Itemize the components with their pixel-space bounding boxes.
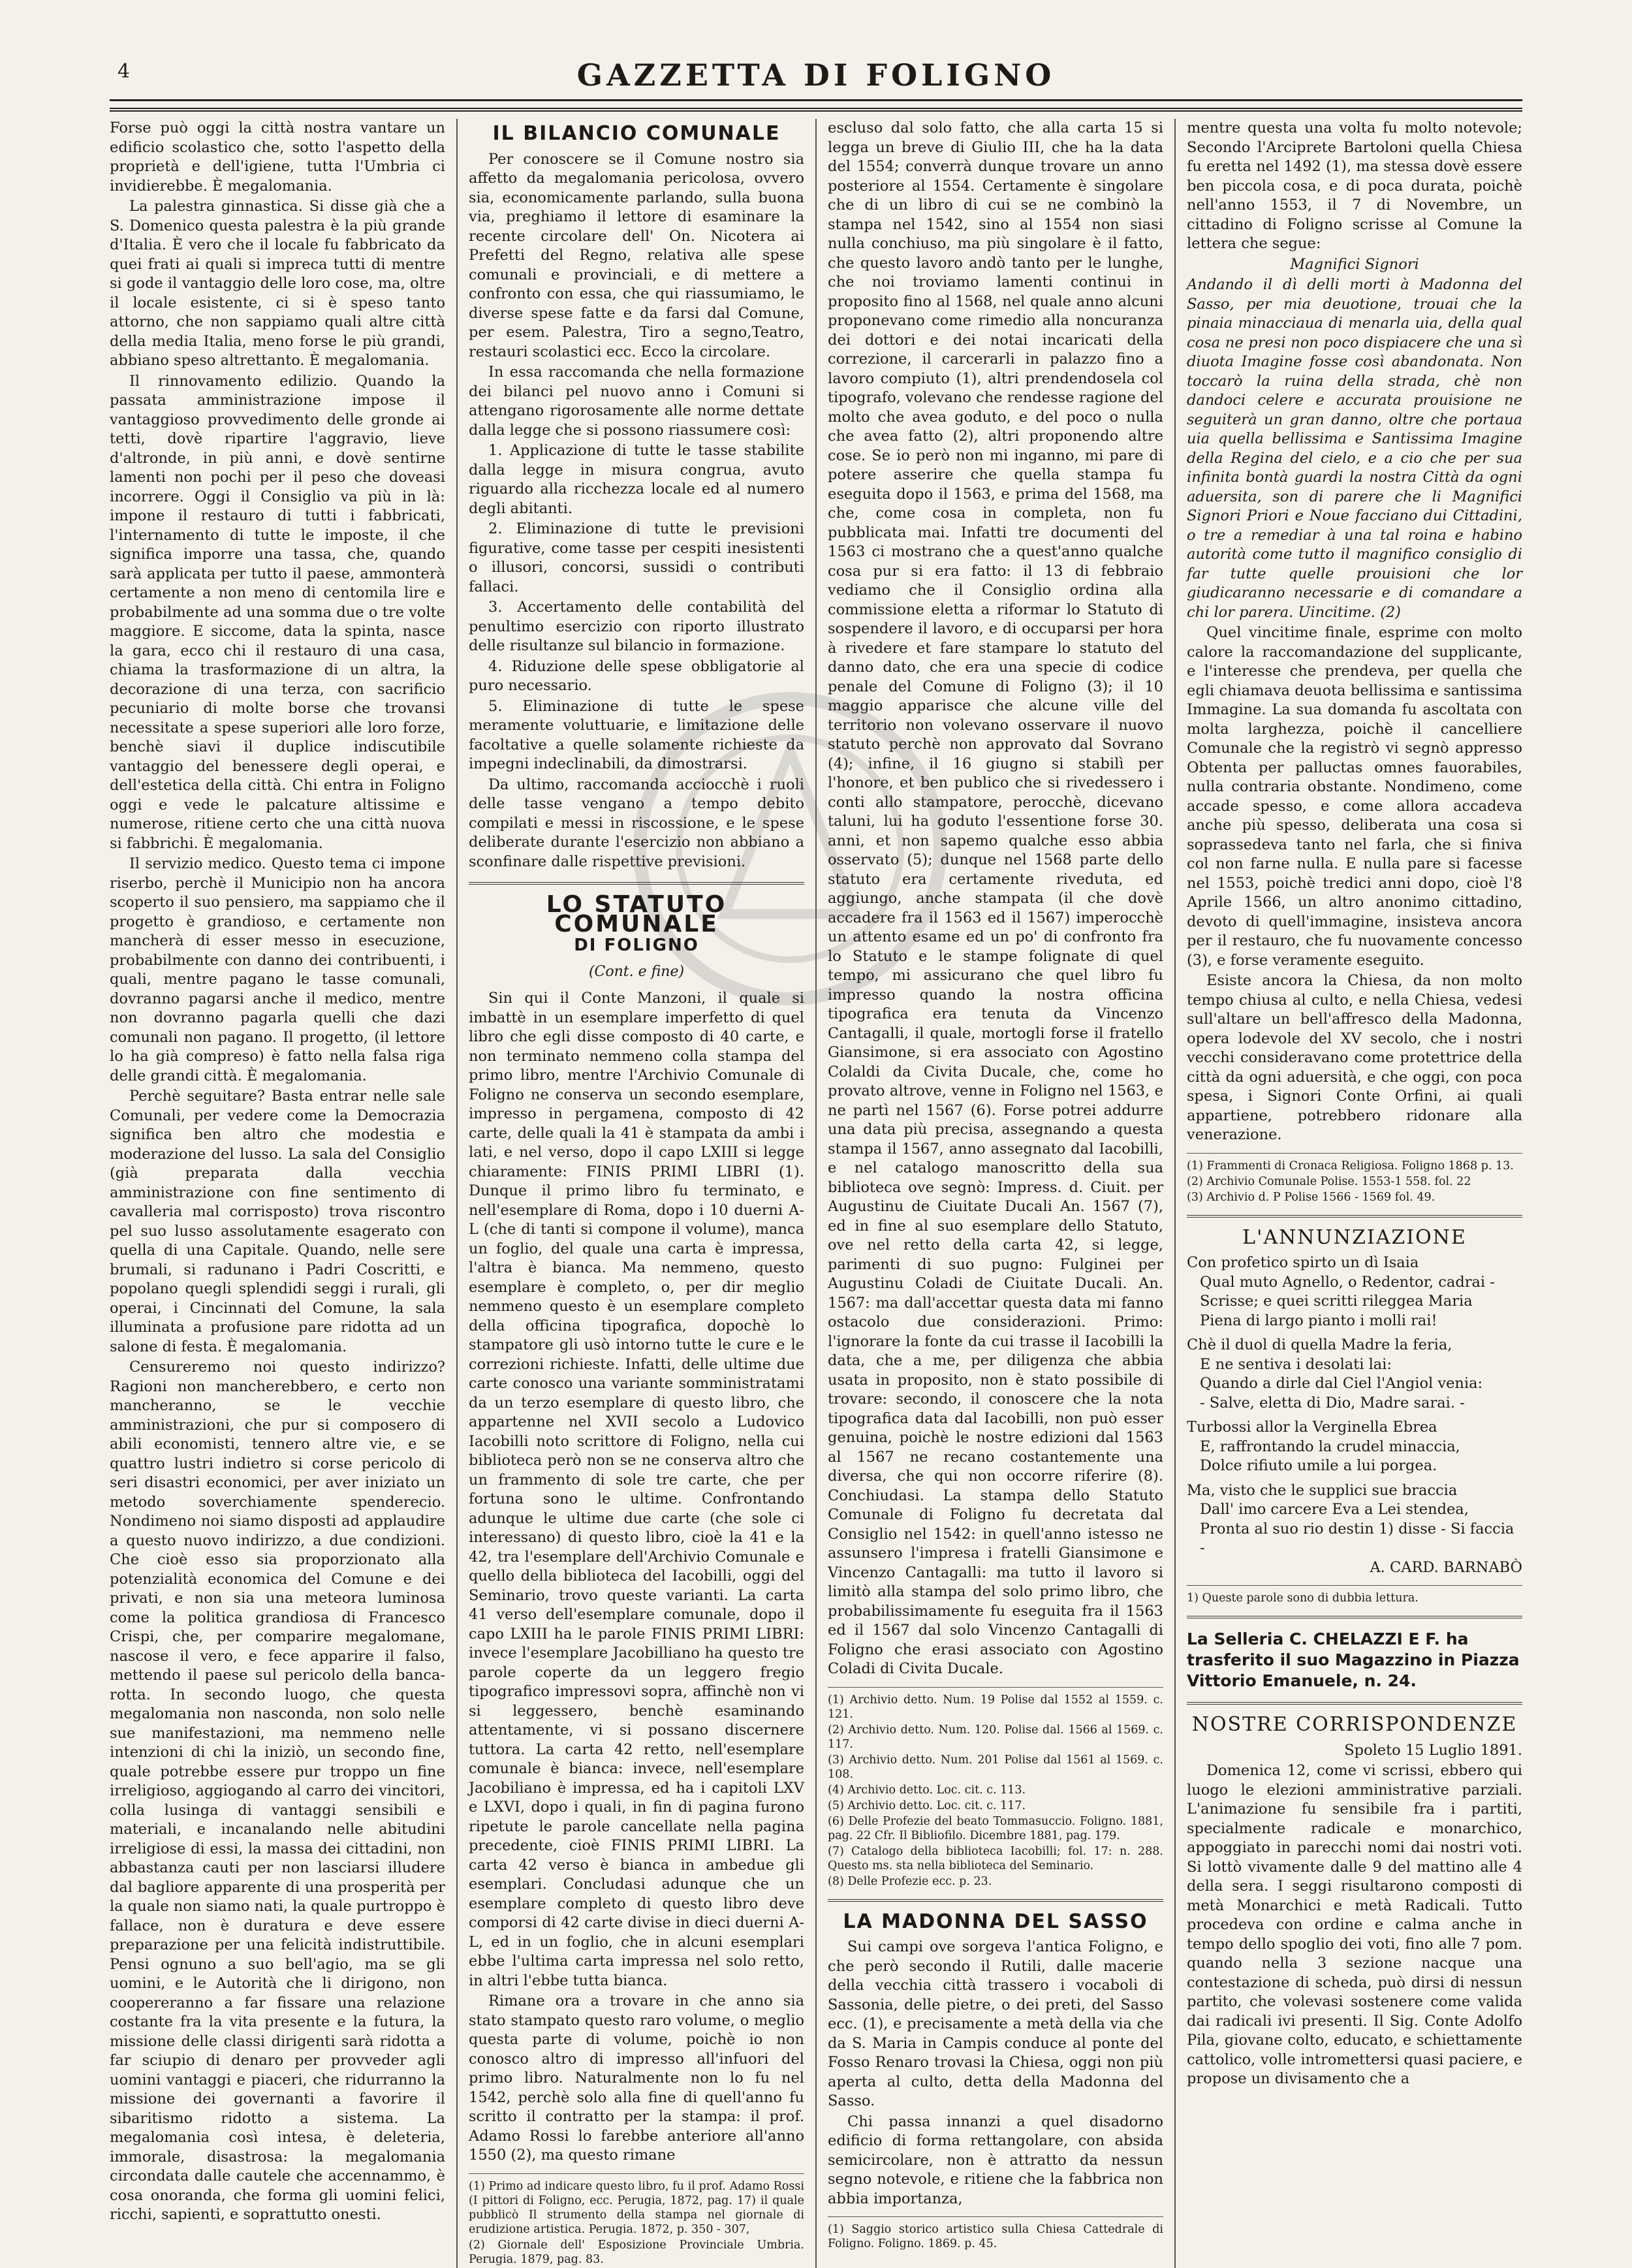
list-item: 2. Eliminazione di tutte le previsioni figurative, come tasse per cespiti inesistenti o illusori, concorsi, sussidi o contributi fallaci. — [469, 520, 804, 595]
poem-line: Qual muto Agnello, o Redentor, cadrai - — [1200, 1273, 1495, 1291]
poem-line: Dolce rifiuto umile a lui porgea. — [1200, 1457, 1437, 1474]
section-subtitle-statuto: DI FOLIGNO — [574, 936, 699, 955]
section-divider — [469, 882, 804, 885]
footnote: (8) Delle Profezie ecc. p. 23. — [828, 1874, 992, 1888]
paragraph: Il servizio medico. Questo tema ci impone riserbo, perchè il Municipio non ha ancora scoperto il suo pensiero, ma sappiamo che il progetto è grandioso, e certamente non mancherà di esser messo in esecuzione, probabilmente con danno dei contribuenti, i quali, mentre pagano le tasse comunali, dovranno pagarsi anche il medico, mentre non dovranno pagarla quelli che dazi comunali non pagano. Il progetto, (il lettore lo ha già compreso) è fatto nella falsa riga delle grandi città. È megalomania. — [110, 855, 445, 1084]
footnote: (7) Catalogo della biblioteca Iacobilli; fol. 17: n. 288. Questo ms. sta nella biblioteca del Seminario. — [828, 1844, 1163, 1872]
paragraph: Sui campi ove sorgeva l'antica Foligno, e che però secondo il Rutili, dalle macerie della vecchia città trassero i vocaboli di Sassonia, delle pietre, o dei preti, del Sasso ecc. (1), e precisamente a metà della via che da S. Maria in Campis conduce al ponte del Fosso Renaro trovasi la Chiesa, oggi non più aperta al culto, detta della Madonna del Sasso. — [828, 1938, 1163, 2109]
section-title-annunziazione: L'ANNUNZIAZIONE — [1242, 1225, 1467, 1249]
column-1 — [110, 119, 445, 2268]
list-item: 4. Riduzione delle spese obbligatorie al puro necessario. — [469, 657, 804, 694]
paragraph: Perchè seguitare? Basta entrar nelle sale Comunali, per vedere come la Democrazia significa ben altro che modestia e moderazione del lusso. La sala del Consiglio (già preparata dalla vecchia amministrazione con fine sentimento di cavalleria mal corrisposto) trova riscontro pel suo lusso assolutamente esagerato con quella di una Capitale. Quando, nelle sere brumali, si radunano i Padri Coscritti, e popolano quegli splendidi seggi i rurali, gli operai, i Cincinnati del Comune, la sala illuminata a profusione pare ridotta ad un salone di festa. È megalomania. — [110, 1088, 445, 1355]
list-item: 5. Eliminazione di tutte le spese meramente voluttuarie, e limitazione delle facoltative a quelle solamente richieste da impegni indeclinabili, da dimostrarsi. — [469, 697, 804, 772]
poem — [1187, 1253, 1522, 1558]
column-4 — [1187, 119, 1522, 2268]
section-title-statuto: LO STATUTO COMUNALE — [546, 891, 727, 937]
paragraph: Da ultimo, raccomanda acciocchè i ruoli delle tasse vengano a tempo debito compilati e messi in riscossione, e le spese deliberate durante l'esercizio non abbiano a sconfinare dalle rispettive previsioni. — [469, 776, 804, 870]
section-divider — [828, 1899, 1163, 1902]
footnote: (2) Giornale dell' Esposizione Provinciale Umbria. Perugia. 1879, pag. 83. — [469, 2238, 804, 2266]
masthead-rule — [110, 99, 1522, 112]
footnotes — [828, 2216, 1163, 2251]
footnote: (4) Archivio detto. Loc. cit. c. 113. — [828, 1783, 1026, 1797]
list-item: 3. Accertamento delle contabilità del penultimo esercizio con riporto illustrato delle risultanze sul bilancio in formazione. — [469, 599, 804, 654]
footnote: (1) Saggio storico artistico sulla Chiesa Cattedrale di Foligno. Foligno. 1869. p. 45. — [828, 2223, 1163, 2250]
poem-line: Pronta al suo rio destin 1) disse - Si faccia - — [1200, 1520, 1514, 1556]
paragraph: Per conoscere se il Comune nostro sia affetto da megalomania pericolosa, ovvero sia, economicamente parlando, sulla buona via, preghiamo il lettore di esaminare la recente circolare dell' On. Nicotera ai Prefetti del Regno, relativa alle spese comunali e provinciali, e di mettere a confronto con essa, che qui riassumiamo, le diverse spese fatte e da farsi dal Comune, per esem. Palestra, Tiro a segno,Teatro, restauri scolastici ecc. Ecco la circolare. — [469, 150, 804, 360]
footnotes — [1187, 1585, 1522, 1605]
article-columns — [110, 119, 1522, 2266]
section-divider — [1187, 1616, 1522, 1618]
paragraph: Forse può oggi la città nostra vantare un edificio scolastico che, sotto l'aspetto della proprietà e dell'igiene, tutta l'Umbria ci invidierebbe. È megalomania. — [110, 119, 445, 195]
section-title-madonna: LA MADONNA DEL SASSO — [843, 1910, 1148, 1933]
footnote: (6) Delle Profezie del beato Tommasuccio. Foligno. 1881, pag. 22 Cfr. Il Bibliofilo. Dicembre 1881, pag. 179. — [828, 1814, 1163, 1842]
letter-salutation: Magnifici Signori — [1290, 255, 1419, 273]
paragraph: In essa raccomanda che nella formazione dei bilanci pel nuovo anno i Comuni si attengano rigorosamente alle norme dettate dalla legge che si possono riassumere così: — [469, 364, 804, 439]
paragraph: Sin qui il Conte Manzoni, il quale si imbattè in un esemplare imperfetto di quel libro che egli disse composto di 40 carte, e non terminato nemmeno colla stampa del primo libro, mentre l'Archivio Comunale di Foligno ne conserva un secondo esemplare, impresso in pergamena, composto di 42 carte, delle quali la 41 è stampata da ambi i lati, e nel verso, dopo il capo LXIII si legge chiaramente: FINIS PRIMI LIBRI (1). Dunque il primo libro fu terminato, e nell'esemplare di Roma, dopo i 10 duerni A-L (che di tanti si compone il volume), manca un foglio, del quale una carta è impressa, l'altra è bianca. Ma nemmeno, questo esemplare è completo, o, per dir meglio nemmeno questo è un esemplare completo della officina tipografica, dopochè lo stampatore gli usò intorno tutte le cure e le correzioni richieste. Infatti, delle ultime due carte conosco una variante somministratami da un terzo esemplare di questo libro, che appartenne nel XVII secolo a Ludovico Iacobilli noto scrittore di Foligno, nella cui biblioteca però non se ne conserva altro che un frammento di sole tre carte, che per fortuna sono le ultime. Confrontando adunque le ultime due carte (che sole ci interessano) di questo libro, cioè la 41 e la 42, tra l'esemplare dell'Archivio Comunale e quello della biblioteca del Iacobilli, oggi del Seminario, trovo queste varianti. La carta 41 verso dell'esemplare comunale, dopo il capo LXIII ha le parole FINIS PRIMI LIBRI: invece l'esemplare Jacobilliano ha questo tre parole coperte da un leggero fregio tipografico impressovi sopra, affinchè non vi si leggessero, benchè esaminando attentamente, vi si possano discernere tuttora. La carta 42 retto, nell'esemplare comunale è bianca: invece, nell'esemplare Jacobiliano è impressa, ed ha i capitoli LXV e LXVI, dopo i quali, in fin di pagina furono ripetute le parole cancellate nella pagina precedente, cioè FINIS PRIMI LIBRI. La carta 42 verso è bianca in ambedue gli esemplari. Concludasi adunque che un esemplare completo di questo libro deve comporsi di 42 carte divise in dieci duerni A-L, ed in un foglio, che in alcuni esemplari ebbe l'ultima carta impressa nel solo retto, in altri l'ebbe tutta bianca. — [469, 990, 804, 1989]
continuation-note: (Cont. e fine) — [588, 963, 685, 980]
column-3 — [828, 119, 1163, 2268]
footnote: (1) Primo ad indicare questo libro, fu il prof. Adamo Rossi (I pittori di Foligno, ecc. Perugia, 1872, pag. 17) il quale pubblicò Il strumento della stampa nel giornale di erudizione artistica. Perugia. 1872, p. 350 - 307, — [469, 2179, 804, 2236]
dateline: Spoleto 15 Luglio 1891. — [1344, 1741, 1522, 1759]
footnotes — [469, 2173, 804, 2267]
poem-line: Quando a dirle dal Ciel l'Angiol venia: — [1200, 1375, 1483, 1392]
poem-line: Scrisse; e quei scritti rileggea Maria — [1200, 1293, 1473, 1310]
section-divider — [1187, 1702, 1522, 1705]
footnote: (3) Archivio detto. Num. 201 Polise dal 1561 al 1569. c. 108. — [828, 1753, 1163, 1781]
paragraph: Chi passa innanzi a quel disadorno edificio di forma rettangolare, con absida semicircolare, non è attratto da nessun segno notevole, e ritiene che la fabbrica non abbia importanza, — [828, 2113, 1163, 2207]
page-number: 4 — [118, 60, 131, 83]
poem-line: Piena di largo pianto i molli rai! — [1200, 1312, 1437, 1329]
footnote: (5) Archivio detto. Loc. cit. c. 117. — [828, 1799, 1026, 1812]
masthead: GAZZETTA DI FOLIGNO — [576, 57, 1056, 93]
footnote: (2) Archivio detto. Num. 120. Polise dal. 1566 al 1569. c. 117. — [828, 1723, 1163, 1751]
poem-line: - Salve, eletta di Dio, Madre sarai. - — [1200, 1394, 1465, 1411]
paragraph: Rimane ora a trovare in che anno sia stato stampato questo raro volume, o meglio questa parte di volume, poichè io non conosco altro di impresso all'infuori del primo libro. Naturalmente non lo fu nel 1542, perchè solo alla fine di quell'anno fu scritto il contratto per la stampa: il prof. Adamo Rossi lo farebbe anteriore all'anno 1550 (2), ma questo rimane — [469, 1992, 804, 2164]
footnote: 1) Queste parole sono di dubbia lettura. — [1187, 1592, 1419, 1605]
poem-line: Con profetico spirto un dì Isaia — [1187, 1254, 1419, 1271]
section-title-bilancio: IL BILANCIO COMUNALE — [492, 122, 781, 145]
paragraph: Quel vincitime finale, esprime con molto calore la raccomandazione del supplicante, e l'interesse che prendeva, per quella che egli chiamava deuota bellissima e santissima Immagine. La sua domanda fu ascoltata con molta larghezza, poichè il cancelliere Comunale che la registrò vi segnò appresso Obtenta per palluctas omnes fauorabiles, nulla contraria obstante. Nondimeno, come accade spesso, e come allora accadeva anche più spesso, deliberata una cosa si soprassedeva tanto nel farla, che si finiva col non farne nulla. E nulla pare si facesse nel 1553, poichè tredici anni dopo, cioè l'8 Aprile 1566, un altro anonimo cittadino, devoto di quell'immagine, insisteva ancora per il restauro, che fu nuovamente concesso (3), e forse veramente eseguito. — [1187, 624, 1522, 969]
paragraph: Domenica 12, come vi scrissi, ebbero qui luogo le elezioni amministrative parziali. L'animazione fu sensibile fra i partiti, specialmente radicale e monarchico, appoggiato in parecchi nomi dai nostri voti. Si lottò vivamente dalle 9 del mattino alle 4 della sera. I seggi risultarono composti di metà Monarchici e metà Radicali. Tutto procedeva con ordine e calma anche in tempo dello spoglio dei voti, fino alle 7 pom. quando nella 3 sezione nacque una contestazione di scheda, può dirsi di nessun partito, che volevasi sostenere come valida dai radicali ivi presenti. Il Sig. Conte Adolfo Pila, giovane colto, educato, e schiettamente cattolico, volle intromettersi quasi paciere, e propose un divisamento che a — [1187, 1762, 1522, 2087]
poem-line: E ne sentiva i desolati lai: — [1200, 1355, 1392, 1373]
paragraph: La palestra ginnastica. Si disse già che a S. Domenico questa palestra è la più grande d'Italia. È vero che il locale fu fabbricato da quei frati ai quali si impreca tutti di mentre si gode il vantaggio delle loro cose, ma, oltre il locale esistente, ci si è speso tanto attorno, che non sappiamo quali altre città della media Italia, meno forse le più grandi, abbiano speso altrettanto. È megalomania. — [110, 198, 445, 369]
footnote: (2) Archivio Comunale Polise. 1553-1 558. fol. 22 — [1187, 1174, 1471, 1188]
footnote: (1) Frammenti di Cronaca Religiosa. Foligno 1868 p. 13. — [1187, 1159, 1514, 1173]
advertisement: La Selleria C. CHELAZZI E F. ha trasferito il suo Magazzino in Piazza Vittorio Emanuele, n. 24. — [1187, 1630, 1520, 1690]
column-2 — [469, 119, 804, 2268]
list-item: 1. Applicazione di tutte le tasse stabilite dalla legge in misura congrua, avuto riguardo alla ricchezza locale ed al numero degli abitanti. — [469, 442, 804, 517]
paragraph: escluso dal solo fatto, che alla carta 15 si legga un breve di Giulio III, che ha la data del 1554; converrà dunque trovare un anno posteriore al 1554. Certamente è singolare che di un libro di cui se ne combinò la stampa nel 1542, sino al 1554 non siasi nulla conchiuso, ma più singolare è il fatto, che questo lavoro andò tanto per le lunghe, che noi troviamo lamenti continui in proposito fino al 1568, nel quale anno alcuni proponevano come rimedio alla noncuranza dei dottori e dei notai incaricati della correzione, il carcerarli in palazzo fino a lavoro compiuto (1), altri prendendosela col tipografo, volevano che rendesse ragione del molto che avea goduto, e del poco o nulla che avea fatto (2), altri proponendo altre cose. Se io però non mi inganno, mi pare di potere asserire che quella stampa fu eseguita dopo il 1563, e prima del 1568, ma che, come cosa in completa, non fu pubblicata mai. Infatti tre documenti del 1563 ci mostrano che a quest'anno qualche cosa pur si era fatto: il 13 di febbraio vediamo che il Consiglio ordina alla commissione eletta a riformar lo Statuto di sospendere il lavoro, e di occuparsi per hora à rivedere et fare stampare lo statuto del danno dato, che era una specie di codice penale del Comune di Foligno (3); il 10 maggio apparisce che alcune ville del territorio non volevano osservare il nuovo statuto perchè non approvato dal Sovrano (4); infine, il 16 giugno si stabilì per l'honore, et ben publico che si rivedessero i conti allo stampatore, perocchè, dicevano taluni, lui ha goduto l'essentione forse 30. anni, et non sapemo qualche esso abbia osservato (5); dunque nel 1568 parte dello statuto era certamente riveduta, ed aggiungo, anche stampata (il che dovè accadere fra il 1563 ed il 1567) imperocchè un attento esame ed un po' di confronto fra lo Statuto e le stampe folignate di quel tempo, mi assicurano che quel libro fu impresso quando la nostra officina tipografica era tenuta da Vincenzo Cantagalli, il quale, mortogli forse il fratello Giansimone, si era associato con Agostino Colaldi da Civita Ducale, che, come ho provato altrove, venne in Foligno nel 1563, e ne partì nel 1567 (6). Forse potrei addurre una data più precisa, assegnando a questa stampa il 1567, anno assegnato dal Iacobilli, e nel catalogo manoscritto della sua biblioteca ove segnò: Impress. d. Ciuit. per Augustinu de Ciuitate Ducali An. 1567 (7), ed in fine al suo esemplare dello Statuto, ove nel retto della carta 42, si legge, parimenti di suo pugno: Fulginei per Augustinu Coladi de Ciuitate Ducali. An. 1567: ma dall'accettar questa data mi fanno ostacolo due considerazioni. Primo: l'ignorare la fonte da cui trasse il Iacobilli la data, che a me, per diligenza che abbia usata in proposito, non è stato possibile di trovare: secondo, il conoscere che la nota tipografica data dal Iacobilli, non può esser genuina, poichè le nostre edizioni dal 1563 al 1567 ne recano costantemente una diversa, che qui non occorre riferire (8). Conchiudasi. La stampa dello Statuto Comunale di Foligno fu decretata dal Consiglio nel 1542: in quell'anno istesso ne assunsero l'impresa i fratelli Giansimone e Vincenzo Cantagalli: ma tutto il lavoro si limitò alla stampa del solo primo libro, che probabilissimamente fu eseguita fra il 1563 ed il 1567 dal solo Vincenzo Cantagalli di Foligno che erasi associato con Agostino Coladi di Civita Ducale. — [828, 119, 1163, 1677]
footnotes — [1187, 1153, 1522, 1205]
poem-line: Turbossi allor la Verginella Ebrea — [1187, 1419, 1437, 1436]
section-title-corrispondenze: NOSTRE CORRISPONDENZE — [1191, 1713, 1518, 1736]
poem-line: Ma, visto che le supplici sue braccia — [1187, 1481, 1458, 1499]
paragraph: Censureremo noi questo indirizzo? Ragioni non mancherebbero, e certo non mancheranno, se le vecchie amministrazioni, che pur si composero di abili economisti, tennero altre vie, e se quattro lustri indietro si corse pericolo di seri disastri economici, per aver iniziato un metodo soverchiamente spenderecio. Nondimeno noi siamo disposti ad applaudire a questo nuovo indirizzo, a due condizioni. Che cioè esso sia proporzionato alla potenzialità economica del Comune e dei privati, e non sia una meteora luminosa come la politica grandiosa di Francesco Crispi, che, per comparire megalomane, nascose il vero, e fece apparire il falso, mettendo il paese sul pericolo della banca-rotta. In secondo luogo, che questa megalomania non nasconda, non solo nelle sue manifestazioni, ma nemmeno nelle intenzioni di chi la iniziò, un secondo fine, quale potrebbe essere pur troppo un fine irreligioso, aggiogando al carro dei vincitori, colla lusinga di vantaggi sensibili e materiali, e incanalando nelle abitudini irreligiose di essi, la massa dei cittadini, non abbastanza cauti per non lasciarsi illudere dal bagliore apparente di una prosperità per la quale non siamo nati, la quale purtroppo è fallace, non è duratura e deve essere preparazione per una felicità indistruttibile. Pensi ognuno a suo bell'agio, ma se gli uomini, e le Autorità che li dirigono, non coopereranno a far fissare una relazione costante fra la vita presente e la futura, la missione delle classi dirigenti sarà ridotta a far sciupio di denaro per provveder agli uomini vantaggi e piaceri, che ridurranno la missione dei governanti a favorire il sibaritismo ridotto a sistema. La megalomania così intesa, è deleteria, immorale, disastrosa: la megalomania circondata dalle cautele che accennammo, è cosa onoranda, che forma gli uomini felici, ricchi, sapienti, e soprattutto onesti. — [110, 1359, 445, 2223]
section-divider — [1187, 1215, 1522, 1218]
footnote: (3) Archivio d. P Polise 1566 - 1569 fol. 49. — [1187, 1190, 1436, 1204]
poem-line: Dall' imo carcere Eva a Lei stendea, — [1200, 1501, 1469, 1518]
footnote: (1) Archivio detto. Num. 19 Polise dal 1552 al 1559. c. 121. — [828, 1693, 1163, 1721]
paragraph: Il rinnovamento edilizio. Quando la passata amministrazione impose il vantaggioso provvedimento delle gronde ai tetti, dovè ripartire l'aggravio, lieve d'altronde, in più anni, e dovè sentirne lamenti non pochi per il peso che doveasi incorrere. Oggi il Consiglio va più in là: impone il restauro di tutti i fabbricati, l'internamento di tutte le imposte, il che significa imporre una tassa, che, quando sarà applicata per tutto il paese, ammonterà certamente a non meno di centomila lire e probabilmente ad una somma due o tre volte maggiore. E siccome, data la spinta, nasce la gara, ecco chi il restauro di una casa, chiama la trasformazione di un altra, la decorazione di una terza, con sacrificio pecuniario di molte borse che trovansi necessitate a spese superiori alle loro forze, benchè siavi il duplice indiscutibile vantaggio del benessere degli operai, e dell'estetica della città. Chi entra in Foligno oggi e vede le palcature altissime e numerose, ritiene certo che una città nuova si fabbrichi. È megalomania. — [110, 372, 445, 852]
footnotes — [828, 1687, 1163, 1889]
poem-signature: A. CARD. BARNABÒ — [1370, 1558, 1522, 1576]
letter-quote: Andando il dì delli morti à Madonna del Sasso, per mia deuotione, trouai che la pinaia minacciaua di menarla uia, della qual cosa ne presi non poco dispiacere che una sì diuota Imagine fosse così abandonata. Non toccarò la ruina della strada, chè non dandoci celere e accurata prouisione ne seguiterà un gran danno, oltre che portaua uia quella bellissima e Santissima Imagine della Regina del cielo, e a cio che per sua infinita bontà guardi la nostra Città da ogni aduersita, son di parere che li Magnifici Signori Priori e Noue facciano dui Cittadini, o tre a remediar à una tal roina e habino autorità come tutto il magnifico consiglio di far tutte quelle prouisioni che lor giudicaranno necessarie e di comandare a chi lor parera. Uincitime. (2) — [1187, 276, 1522, 621]
poem-line: E, raffrontando la crudel minaccia, — [1200, 1438, 1460, 1455]
poem-line: Chè il duol di quella Madre la feria, — [1187, 1336, 1452, 1353]
paragraph: mentre questa una volta fu molto notevole; Secondo l'Arciprete Bartoloni quella Chiesa fu eretta nel 1492 (1), ma stessa dovè essere ben piccola cosa, e di poca durata, poichè nell'anno 1553, il 7 di Novembre, un cittadino di Foligno scrisse al Comune la lettera che segue: — [1187, 119, 1522, 252]
paragraph: Esiste ancora la Chiesa, da non molto tempo chiusa al culto, e nella Chiesa, vedesi sull'altare un bell'affresco della Madonna, opera lodevole del XV secolo, che i nostri vecchi consideravano come protettrice della città da ogni aduersità, e che oggi, con poca spesa, i Signori Conte Orfini, ai quali appartiene, potrebbero ridonare alla venerazione. — [1187, 972, 1522, 1143]
